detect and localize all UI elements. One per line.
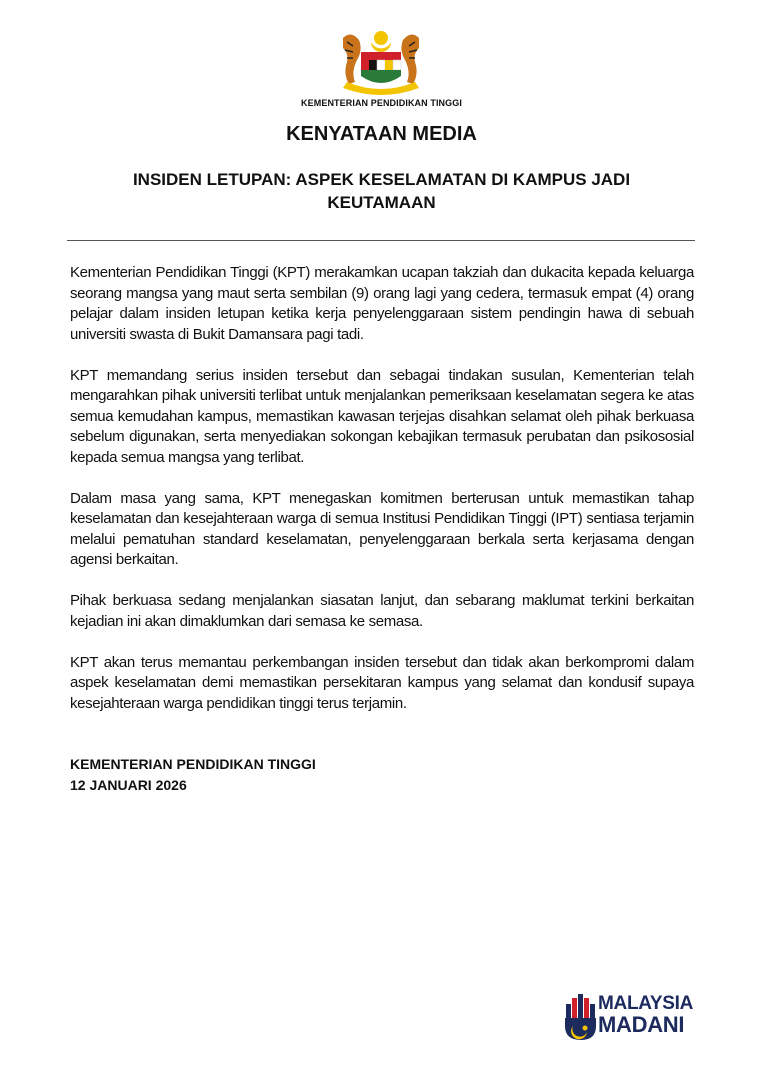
- paragraph: Pihak berkuasa sedang menjalankan siasatan lanjut, dan sebarang maklumat terkini berkaitan kejadian ini akan dimaklumkan dari semasa ke semasa.: [70, 592, 694, 630]
- paragraph: Kementerian Pendidikan Tinggi (KPT) merakamkan ucapan takziah dan dukacita kepada keluarga seorang mangsa yang maut serta sembilan (9) orang lagi yang cedera, termasuk empat (4) orang pelajar dalam insiden letupan ketika kerja penyelenggaraan sistem pendingin hawa di sebuah universiti swasta di Bukit Damansara pagi tadi.: [70, 264, 694, 343]
- madani-line2: MADANI: [598, 1012, 685, 1037]
- page-title: KENYATAAN MEDIA: [286, 123, 477, 145]
- coat-of-arms-icon: [335, 28, 427, 96]
- paragraph: KPT akan terus memantau perkembangan insiden tersebut dan tidak akan berkompromi dalam aspek keselamatan demi memastikan persekitaran kampus yang selamat dan kondusif supaya kesejahteraan warga pendidikan tinggi terus terjamin.: [70, 653, 694, 712]
- paragraph: KPT memandang serius insiden tersebut dan sebagai tindakan susulan, Kementerian telah mengarahkan pihak universiti terlibat untuk menjalankan pemeriksaan keselamatan segera ke atas semua kemudahan kampus, memastikan kawasan terjejas disahkan selamat oleh pihak berkuasa sebelum digunakan, serta menyediakan sokongan kebajikan termasuk perubatan dan psikososial kepada semua mangsa yang terlibat.: [70, 366, 694, 466]
- statement-body: [70, 263, 694, 735]
- paragraph: Dalam masa yang sama, KPT menegaskan komitmen berterusan untuk memastikan tahap keselamatan dan kesejahteraan warga di semua Institusi Pendidikan Tinggi (IPT) sentiasa terjamin melalui pematuhan standard keselamatan, penyelenggaraan berkala serta kerjasama dengan agensi berkaitan.: [70, 489, 694, 568]
- signoff-date: 12 JANUARI 2026: [70, 777, 187, 793]
- header-divider: [67, 240, 695, 241]
- ministry-name-header: KEMENTERIAN PENDIDIKAN TINGGI: [301, 98, 462, 108]
- statement-headline: INSIDEN LETUPAN: ASPEK KESELAMATAN DI KAMPUS JADI KEUTAMAAN: [132, 170, 631, 212]
- signoff: [70, 754, 316, 796]
- madani-wordmark: [598, 993, 693, 1035]
- madani-line1: MALAYSIA: [598, 993, 694, 1014]
- signoff-organization: KEMENTERIAN PENDIDIKAN TINGGI: [70, 756, 316, 772]
